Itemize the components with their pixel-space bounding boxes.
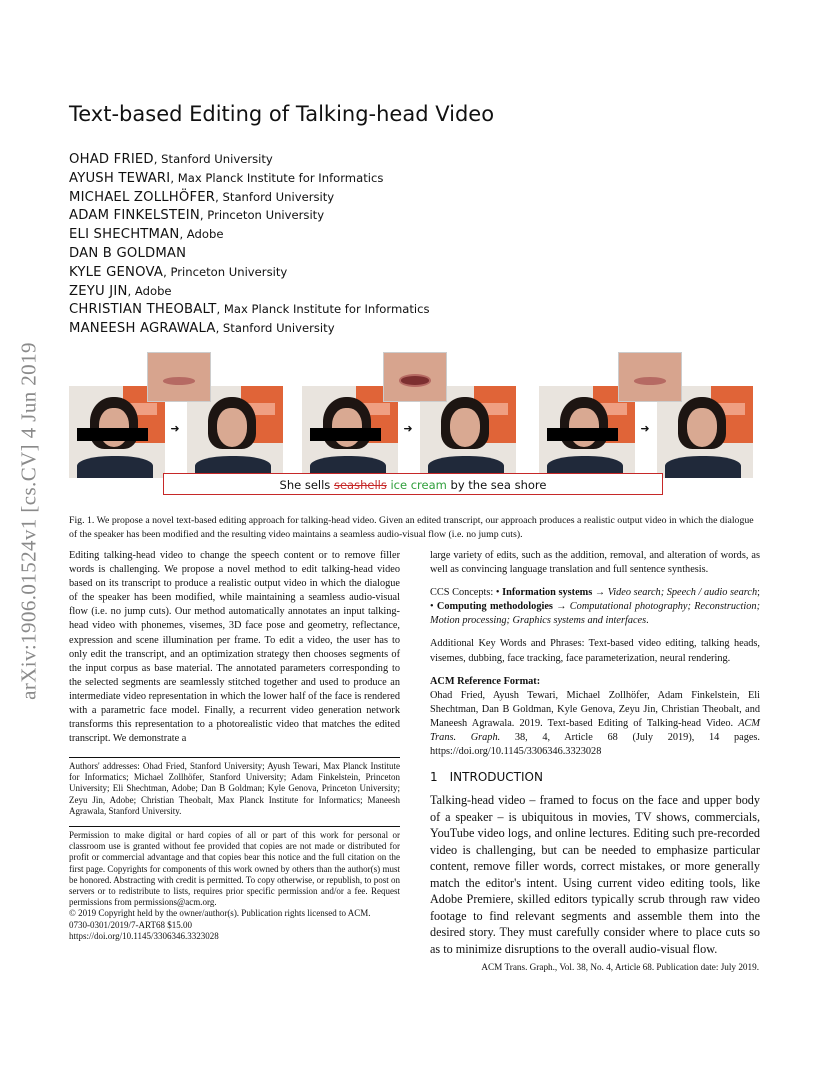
lower-face-mask: [77, 428, 148, 441]
transcript-text: by the sea shore: [446, 478, 547, 492]
author-entry: [69, 299, 430, 318]
author-entry: [69, 205, 430, 224]
section-number: 1: [430, 770, 438, 784]
permission-footnote: [69, 826, 400, 942]
author-list: [69, 149, 430, 337]
left-column: [69, 549, 400, 746]
author-entry: [69, 168, 430, 187]
figure-caption: Fig. 1. We propose a novel text-based editing approach for talking-head video. Given an edited transcript, our approach produces a realistic output video in which the dialogue of the speaker has been modified and the resulting video maintains a seamless audio-visual flow (i.e. no jump cuts).: [69, 515, 754, 540]
acm-reference-text: Ohad Fried, Ayush Tewari, Michael Zollhöfer, Adam Finkelstein, Eli Shechtman, Dan B Goldman, Kyle Genova, Zeyu Jin, Christian Theobalt, and Maneesh Agrawala. 2019. Text-based Editing of Talking-head Video. ACM Trans. Graph. 38, 4, Article 68 (July 2019), 14 pages. https://doi.org/10.1145/3306346.3323028: [430, 689, 760, 758]
author-entry: [69, 262, 430, 281]
right-column: [430, 549, 760, 759]
author-name: MANEESH AGRAWALA: [69, 321, 216, 337]
author-entry: [69, 149, 430, 168]
issn-line: 0730-0301/2019/7-ART68 $15.00: [69, 919, 192, 930]
author-entry: [69, 224, 430, 243]
author-name: CHRISTIAN THEOBALT: [69, 302, 217, 318]
page-footer: ACM Trans. Graph., Vol. 38, No. 4, Article 68. Publication date: July 2019.: [481, 962, 759, 972]
author-name: ELI SHECHTMAN: [69, 227, 180, 243]
paper-title: Text-based Editing of Talking-head Video: [69, 102, 495, 126]
acm-reference-heading: ACM Reference Format:: [430, 675, 541, 687]
author-entry: [69, 187, 430, 206]
author-name: OHAD FRIED: [69, 152, 154, 167]
introduction-text: Talking-head video – framed to focus on the face and upper body of a speaker – is ubiquitous in movies, TV shows, commercials, YouTube video logs, and online lectures. Editing such pre-recorded video is challenging, but can be needed to emphasize particular content, remove filler words, correct mistakes, or more generally match the editor's intent. Using current video editing tools, like Adobe Premiere, skilled editors typically scrub through raw video footage to find relevant segments and assemble them into the desired story. They must carefully consider where to place cuts so as to minimize disruptions to the overall audio-visual flow.: [430, 793, 760, 956]
teaser-figure: [69, 352, 759, 498]
author-name: KYLE GENOVA: [69, 264, 164, 280]
mouth-closeup-image: [147, 352, 211, 402]
author-affiliation: , Adobe: [127, 283, 172, 298]
edited-transcript-box: [163, 473, 663, 495]
doi-link[interactable]: https://doi.org/10.1145/3306346.3323028: [69, 930, 219, 941]
section-title: INTRODUCTION: [449, 770, 543, 784]
author-name: DAN B GOLDMAN: [69, 245, 187, 261]
additional-keywords: Additional Key Words and Phrases: Text-based video editing, talking heads, visemes, dubbing, face tracking, face parameterization, neural rendering.: [430, 638, 760, 664]
arrow-right-icon: ➜: [403, 422, 413, 435]
copyright-line: © 2019 Copyright held by the owner/author(s). Publication rights licensed to ACM.: [69, 908, 371, 919]
arrow-right-icon: ➜: [170, 422, 180, 435]
author-entry: [69, 318, 430, 337]
author-name: ZEYU JIN: [69, 283, 128, 299]
mouth-closeup-image: [383, 352, 447, 402]
transcript-text: She sells: [279, 478, 334, 492]
section-heading: [430, 770, 543, 784]
author-affiliation: , Princeton University: [199, 208, 325, 223]
lower-face-mask: [310, 428, 381, 441]
arxiv-sidebar: [14, 297, 44, 745]
arrow-right-icon: ➜: [640, 422, 650, 435]
lower-face-mask: [547, 428, 618, 441]
author-addresses-footnote: Authors' addresses: Ohad Fried, Stanford University; Ayush Tewari, Max Planck Institute for Informatics; Michael Zollhöfer, Stanford University; Adam Finkelstein, Princeton University; Eli Shechtman, Adobe; Dan B Goldman; Kyle Genova, Princeton University; Zeyu Jin, Adobe; Christian Theobalt, Max Planck Institute for Informatics; Maneesh Agrawala, Stanford University.: [69, 757, 400, 817]
author-affiliation: , Stanford University: [215, 189, 335, 204]
transcript-deleted-word: seashells: [333, 478, 387, 492]
author-name: ADAM FINKELSTEIN: [69, 208, 200, 224]
author-affiliation: , Stanford University: [153, 152, 273, 166]
ccs-concepts: CCS Concepts: • Information systems → Video search; Speech / audio search; • Computing methodologies → Computational photography; Reconstruction; Motion processing; Graphics systems and interfaces.: [430, 587, 760, 627]
author-name: MICHAEL ZOLLHÖFER: [69, 189, 216, 205]
author-name: AYUSH TEWARI: [69, 170, 171, 186]
author-affiliation: , Princeton University: [163, 264, 288, 279]
author-affiliation: , Max Planck Institute for Informatics: [170, 170, 384, 185]
author-entry: [69, 243, 430, 262]
abstract-text: Editing talking-head video to change the speech content or to remove filler words is challenging. We propose a novel method to edit talking-head video based on its transcript to produce a realistic output video in which the dialogue of the speaker has been modified, while maintaining a seamless audio-visual flow (i.e. no jump cuts). Our method automatically annotates an input talking-head video with phonemes, visemes, 3D face pose and geometry, reflectance, expression and scene illumination per frame. To edit a video, the user has to only edit the transcript, and an optimization strategy then chooses segments of the input corpus as base material. The annotated parameters corresponding to the selected segments are seamlessly stitched together and used to produce an intermediate video representation in which the lower half of the face is rendered with a parametric face model. Finally, a recurrent video generation network transforms this representation to a photorealistic video that matches the edited transcript. We demonstrate a: [69, 550, 400, 745]
author-affiliation: , Stanford University: [215, 321, 335, 336]
transcript-inserted-words: ice cream: [386, 478, 447, 492]
author-affiliation: , Adobe: [179, 227, 224, 242]
permission-text: Permission to make digital or hard copies of all or part of this work for personal or classroom use is granted without fee provided that copies are not made or distributed for profit or commercial advantage and that copies bear this notice and the full citation on the first page. Copyrights for components of this work owned by others than the author(s) must be honored. Abstracting with credit is permitted. To copy otherwise, or republish, to post on servers or to redistribute to lists, requires prior specific permission and/or a fee. Request permissions from permissions@acm.org.: [69, 830, 400, 908]
arxiv-identifier: arXiv:1906.01524v1 [cs.CV] 4 Jun 2019: [16, 342, 41, 700]
mouth-closeup-image: [618, 352, 682, 402]
abstract-continuation: large variety of edits, such as the addition, removal, and alteration of words, as well as convincing language translation and full sentence synthesis.: [430, 550, 760, 576]
author-entry: [69, 281, 430, 300]
author-affiliation: , Max Planck Institute for Informatics: [216, 302, 430, 317]
